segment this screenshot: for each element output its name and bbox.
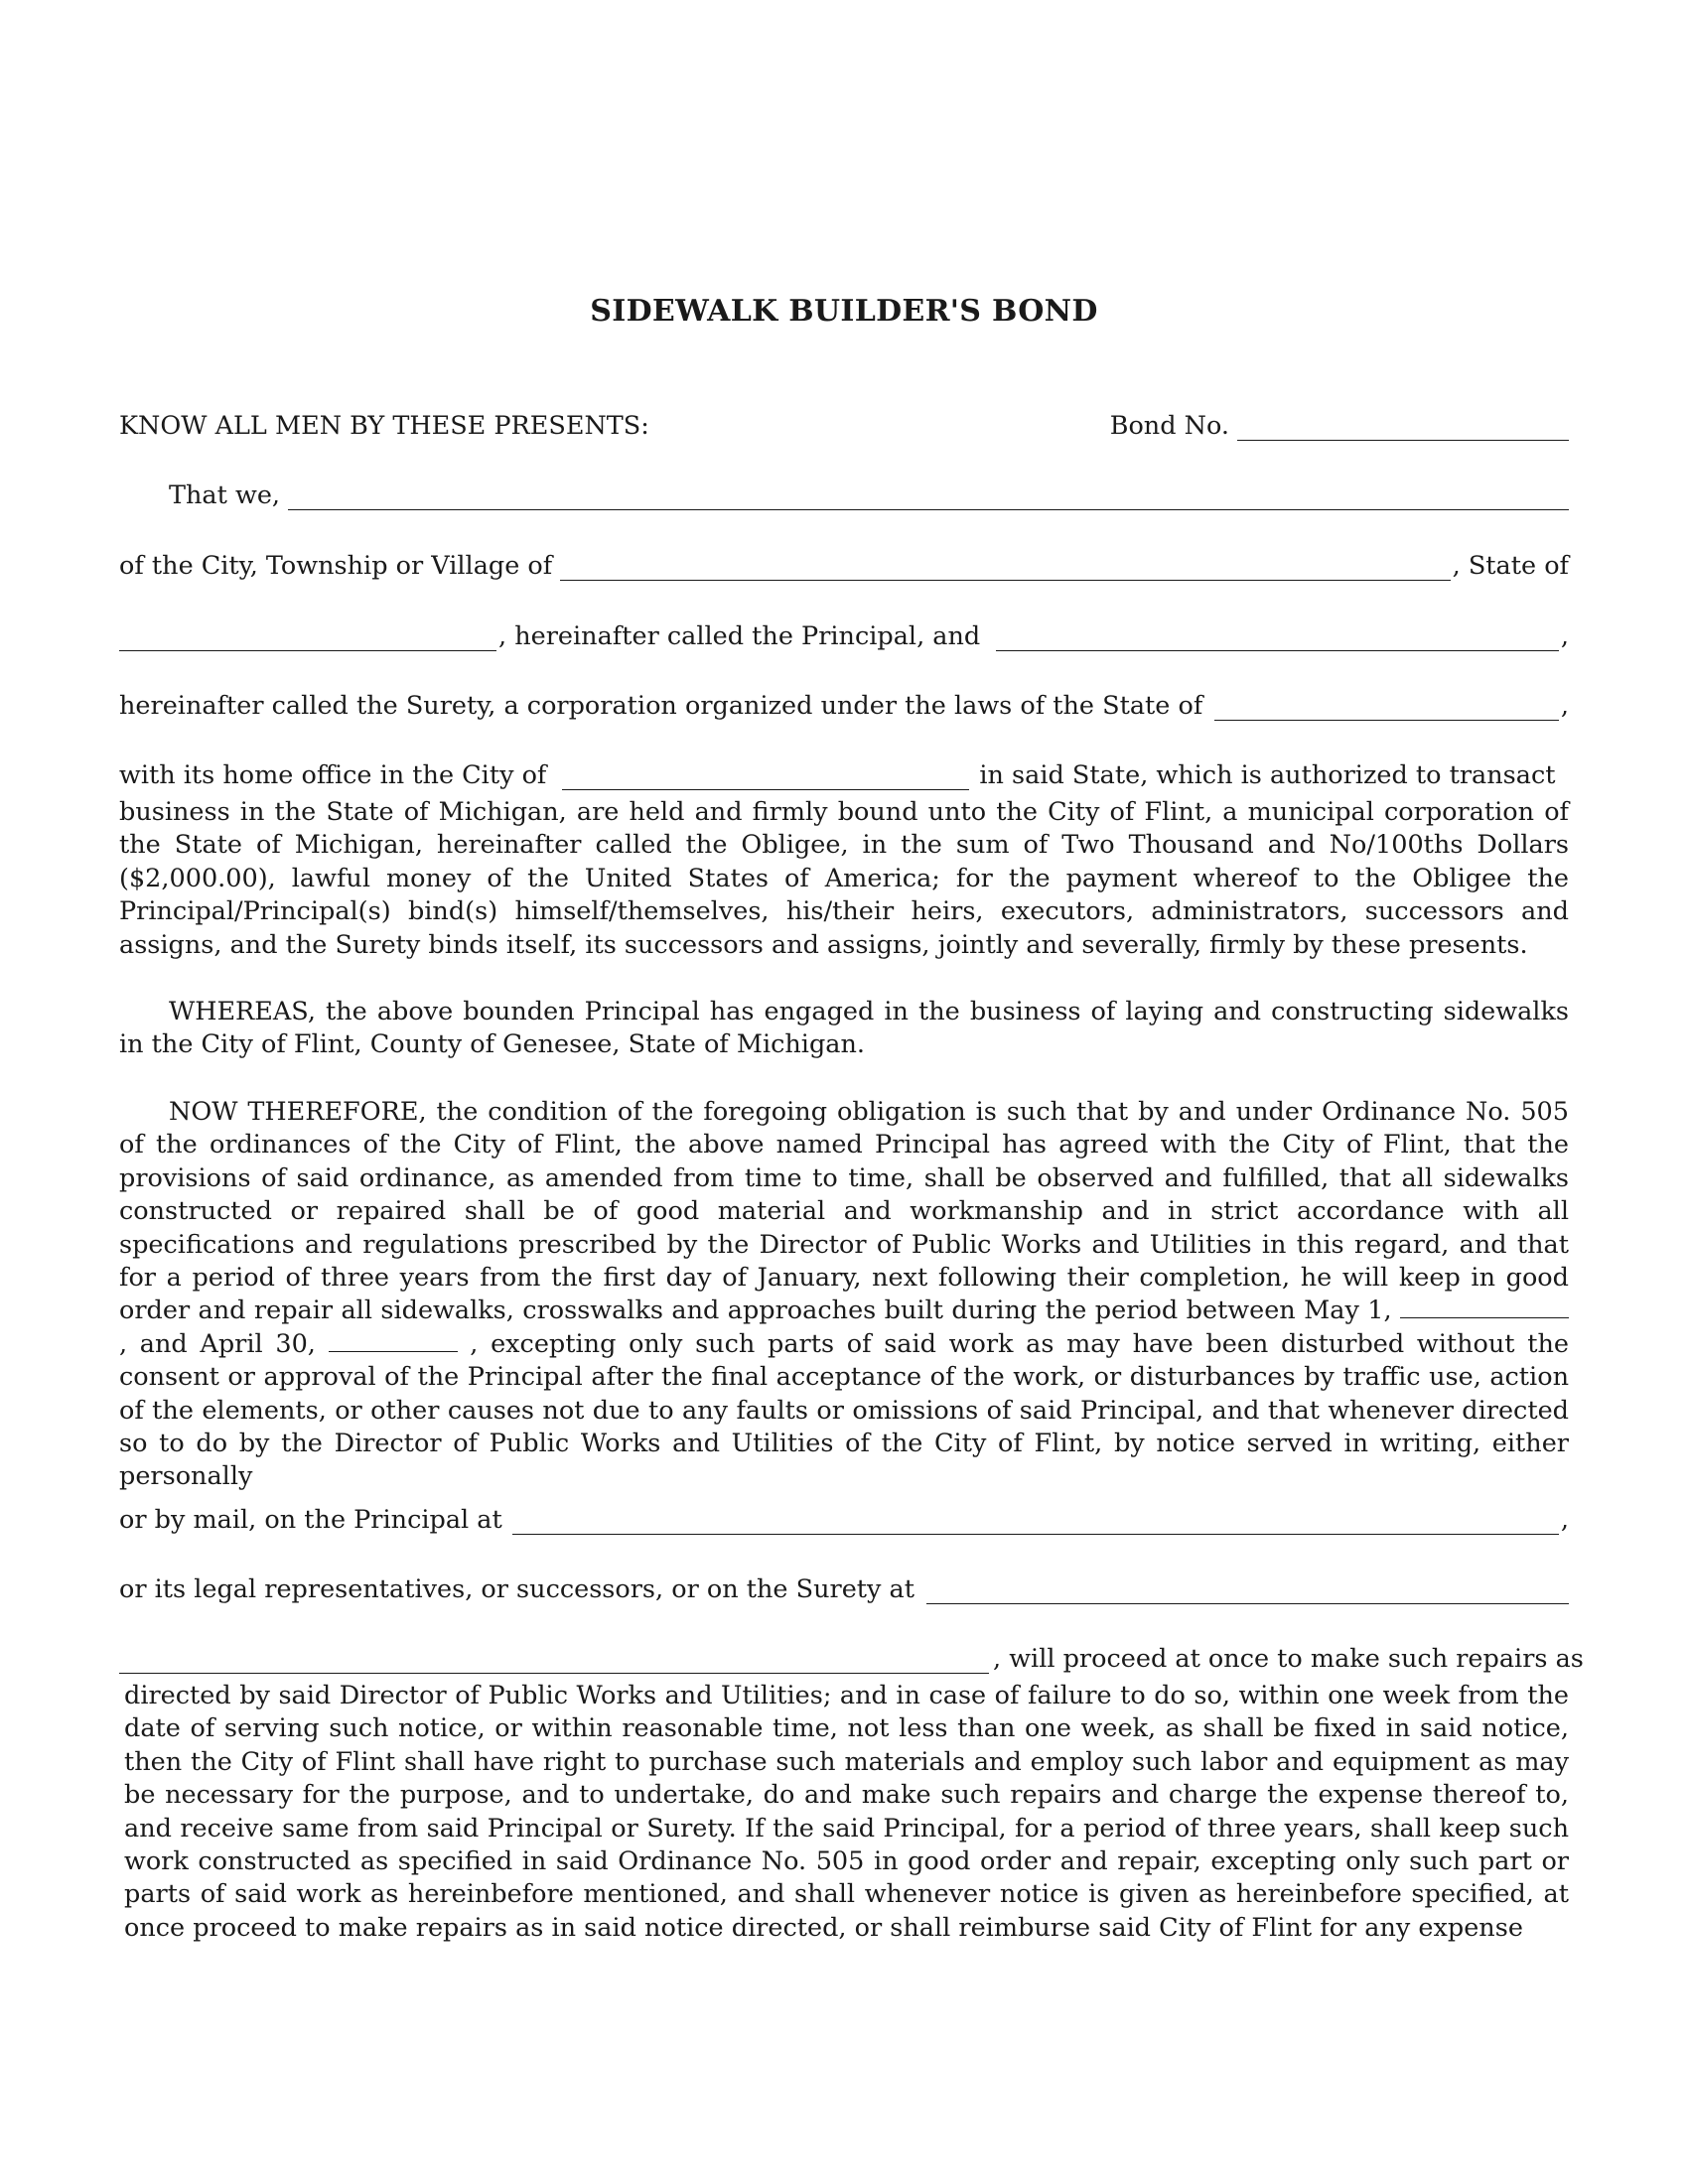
now-therefore-part1: NOW THEREFORE, the condition of the foregoing obligation is such that by and under Ordinance No. 505 of the ordinances of the City of Flint, the above named Principal has agreed with the City of Flint, that the provisions of said ordinance, as amended from time to time, shall be observed and fulfilled, that all sidewalks constructed or repaired shall be of good material and workmanship and in strict accordance with all specifications and regulations prescribed by the Director of Public Works and Utilities in this regard, and that for a period of three years from the first day of January, next following their completion, he will keep in good order and repair all sidewalks, crosswalks and approaches built during the period between May 1, xyxy=(119,1097,1569,1326)
repairs-paragraph: directed by said Director of Public Works and Utilities; and in case of failure to do so, within one week from the date of serving such notice, or within reasonable time, not less than one week, as shall be fixed in said notice, then the City of Flint shall have right to purchase such materials and employ such labor and equipment as may be necessary for the purpose, and to undertake, do and make such repairs and charge the expense thereof to, and receive same from said Principal or Surety. If the said Principal, for a period of three years, shall keep such work constructed as specified in said Ordinance No. 505 in good order and repair, excepting only such part or parts of said work as hereinbefore mentioned, and shall whenever notice is given as hereinbefore specified, at once proceed to make repairs as in said notice directed, or shall reimburse said City of Flint for any expense xyxy=(124,1681,1569,1943)
principal-city-field[interactable] xyxy=(560,554,1450,581)
surety-row xyxy=(119,685,1569,721)
surety-address-field[interactable] xyxy=(926,1577,1569,1604)
city-row xyxy=(119,545,1569,581)
principal-label: , hereinafter called the Principal, and xyxy=(498,621,981,651)
proceed-row xyxy=(119,1638,1584,1674)
bond-obligation-paragraph: business in the State of Michigan, are held and firmly bound unto the City of Flint, a municipal corporation of the State of Michigan, hereinafter called the Obligee, in the sum of Two Thousand and No/100ths Dollars ($2,000.00), lawful money of the United States of America; for the payment whereof to the Obligee the Principal/Principal(s) bind(s) himself/themselves, his/their heirs, executors, administrators, successors and assigns, and the Surety binds itself, its successors and assigns, jointly and severally, firmly by these presents. xyxy=(119,797,1569,960)
mail-row xyxy=(119,1499,1569,1535)
bond-document xyxy=(119,0,1584,2184)
now-therefore-paragraph xyxy=(119,1096,1569,1494)
may-year-field[interactable] xyxy=(1400,1296,1569,1318)
now-therefore-part2: , and April 30, xyxy=(119,1328,316,1359)
principal-name-field[interactable] xyxy=(288,483,1569,510)
surety-address-row xyxy=(119,1569,1569,1604)
that-we-row xyxy=(119,475,1569,510)
surety-label: hereinafter called the Surety, a corporation organized under the laws of the State of xyxy=(119,691,1203,721)
comma-text: , xyxy=(1560,621,1569,651)
that-we-label: That we, xyxy=(169,480,281,510)
home-office-suffix: in said State, which is authorized to transact xyxy=(979,760,1556,790)
document-title: SIDEWALK BUILDER'S BOND xyxy=(590,294,1098,329)
presents-heading: KNOW ALL MEN BY THESE PRESENTS: xyxy=(119,411,649,441)
surety-address-continued-field[interactable] xyxy=(119,1647,989,1674)
april-year-field[interactable] xyxy=(329,1329,458,1352)
surety-address-label: or its legal representatives, or successors, or on the Surety at xyxy=(119,1574,915,1604)
now-therefore-part3: , excepting only such parts of said work as may have been disturbed without the consent or approval of the Principal after the final acceptance of the work, or disturbances by traffic use, action of the elements, or other causes not due to any faults or omissions of said Principal, and that whenever directed so to do by the Director of Public Works and Utilities of the City of Flint, by notice served in writing, either personally xyxy=(119,1328,1569,1492)
whereas-paragraph: WHEREAS, the above bounden Principal has engaged in the business of laying and constructing sidewalks in the City of Flint, County of Genesee, State of Michigan. xyxy=(119,997,1569,1060)
bond-no-label: Bond No. xyxy=(1109,411,1229,441)
comma-text: , xyxy=(1560,691,1569,721)
surety-home-city-field[interactable] xyxy=(562,763,969,790)
surety-state-field[interactable] xyxy=(1214,694,1559,721)
comma-text: , xyxy=(1560,1505,1569,1535)
principal-state-field[interactable] xyxy=(119,624,496,651)
home-office-row xyxy=(119,754,1569,790)
city-label: of the City, Township or Village of xyxy=(119,551,553,581)
home-office-label: with its home office in the City of xyxy=(119,760,547,790)
bond-no-field[interactable] xyxy=(1237,414,1569,441)
principal-address-field[interactable] xyxy=(512,1508,1559,1535)
proceed-label: , will proceed at once to make such repairs as xyxy=(993,1644,1584,1674)
state-of-label: , State of xyxy=(1452,551,1569,581)
presents-row xyxy=(119,405,1569,441)
principal-row xyxy=(119,615,1569,651)
surety-name-field[interactable] xyxy=(996,624,1559,651)
mail-label: or by mail, on the Principal at xyxy=(119,1505,502,1535)
